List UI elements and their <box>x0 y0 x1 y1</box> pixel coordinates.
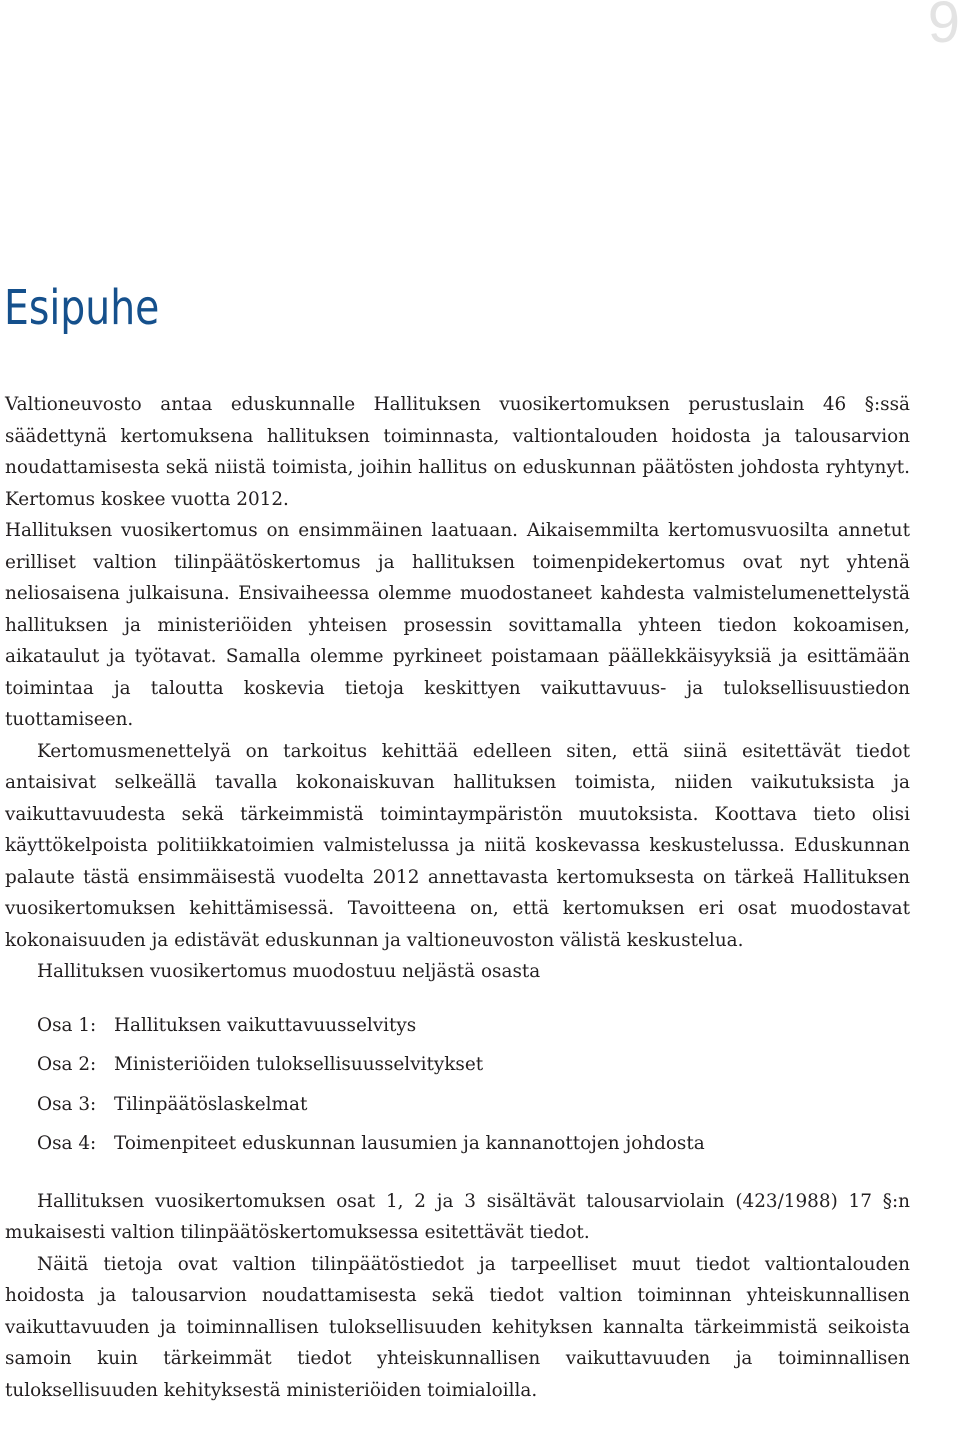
part-label: Osa 2: <box>37 1054 97 1075</box>
part-title: Toimenpiteet eduskunnan lausumien ja kannanottojen johdosta <box>114 1133 705 1154</box>
part-title: Ministeriöiden tuloksellisuusselvitykset <box>114 1054 484 1075</box>
parts-list <box>5 1006 910 1164</box>
paragraph-parts-intro: Hallituksen vuosikertomus muodostuu neljästä osasta <box>37 961 541 982</box>
paragraph-parts-content: Hallituksen vuosikertomuksen osat 1, 2 ja 3 sisältävät talousarviolain (423/1988) 17 §:n mukaisesti valtion tilinpäätöskertomuksessa esitettävät tiedot. <box>5 1190 910 1243</box>
paragraph-intro: Valtioneuvosto antaa eduskunnalle Hallituksen vuosikertomuksen perustuslain 46 §:ssä säädettynä kertomuksena hallituksen toiminnasta, valtiontalouden hoidosta ja talousarvion noudattamisesta sekä niistä toimista, joihin hallitus on eduskunnan päätösten johdosta ryhtynyt. Kertomus koskee vuotta 2012. <box>5 394 910 510</box>
part-label: Osa 4: <box>37 1133 97 1154</box>
part-label: Osa 1: <box>37 1014 97 1036</box>
paragraph-information: Näitä tietoja ovat valtion tilinpäätöstiedot ja tarpeelliset muut tiedot valtiontalouden hoidosta ja talousarvion noudattamisesta sekä tiedot valtion toiminnan yhteiskunnallisen vaikuttavuuden ja toiminnallisen tuloksellisuuden kehityksen kannalta tärkeimmistä seikoista samoin kuin tärkeimmät tiedot yhteiskunnallisen vaikuttavuuden ja toiminnallisen tuloksellisuuden kehityksestä ministeriöiden toimialoilla. <box>5 1253 910 1401</box>
paragraph-development: Kertomusmenettelyä on tarkoitus kehittää edelleen siten, että siinä esitettävät tiedot antaisivat selkeällä tavalla kokonaiskuvan hallituksen toimista, niiden vaikutuksista ja vaikuttavuudesta sekä tärkeimmistä toimintaympäristön muutoksista. Koottava tieto olisi käyttökelpoista politiikkatoimien valmistelussa ja niitä koskevassa keskustelussa. Eduskunnan palaute tästä ensimmäisestä vuodelta 2012 annettavasta kertomuksesta on tärkeä Hallituksen vuosikertomuksen kehittämisessä. Tavoitteena on, että kertomuksen eri osat muodostavat kokonaisuuden ja edistävät eduskunnan ja valtioneuvoston välistä keskustelua. <box>5 740 910 951</box>
list-item <box>37 1124 910 1164</box>
page-number: 9 <box>927 0 960 55</box>
list-item <box>37 1045 910 1085</box>
part-title: Tilinpäätöslaskelmat <box>114 1093 308 1115</box>
list-item <box>37 1006 910 1046</box>
part-label: Osa 3: <box>37 1093 97 1115</box>
part-title: Hallituksen vaikuttavuusselvitys <box>114 1014 417 1036</box>
body-text <box>5 389 910 1406</box>
list-item <box>37 1085 910 1125</box>
page-title: Esipuhe <box>4 280 160 336</box>
paragraph-first-of-kind: Hallituksen vuosikertomus on ensimmäinen laatuaan. Aikaisemmilta kertomusvuosilta annetut erilliset valtion tilinpäätöskertomus ja hallituksen toimenpidekertomus ovat nyt yhtenä neliosaisena julkaisuna. Ensivaiheessa olemme muodostaneet kahdesta valmistelumenettelystä hallituksen ja ministeriöiden yhteisen prosessin sovittamalla yhteen tiedon kokoamisen, aikataulut ja työtavat. Samalla olemme pyrkineet poistamaan päällekkäisyyksiä ja esittämään toimintaa ja taloutta koskevia tietoja keskittyen vaikuttavuus- ja tuloksellisuustiedon tuottamiseen. <box>5 520 910 730</box>
